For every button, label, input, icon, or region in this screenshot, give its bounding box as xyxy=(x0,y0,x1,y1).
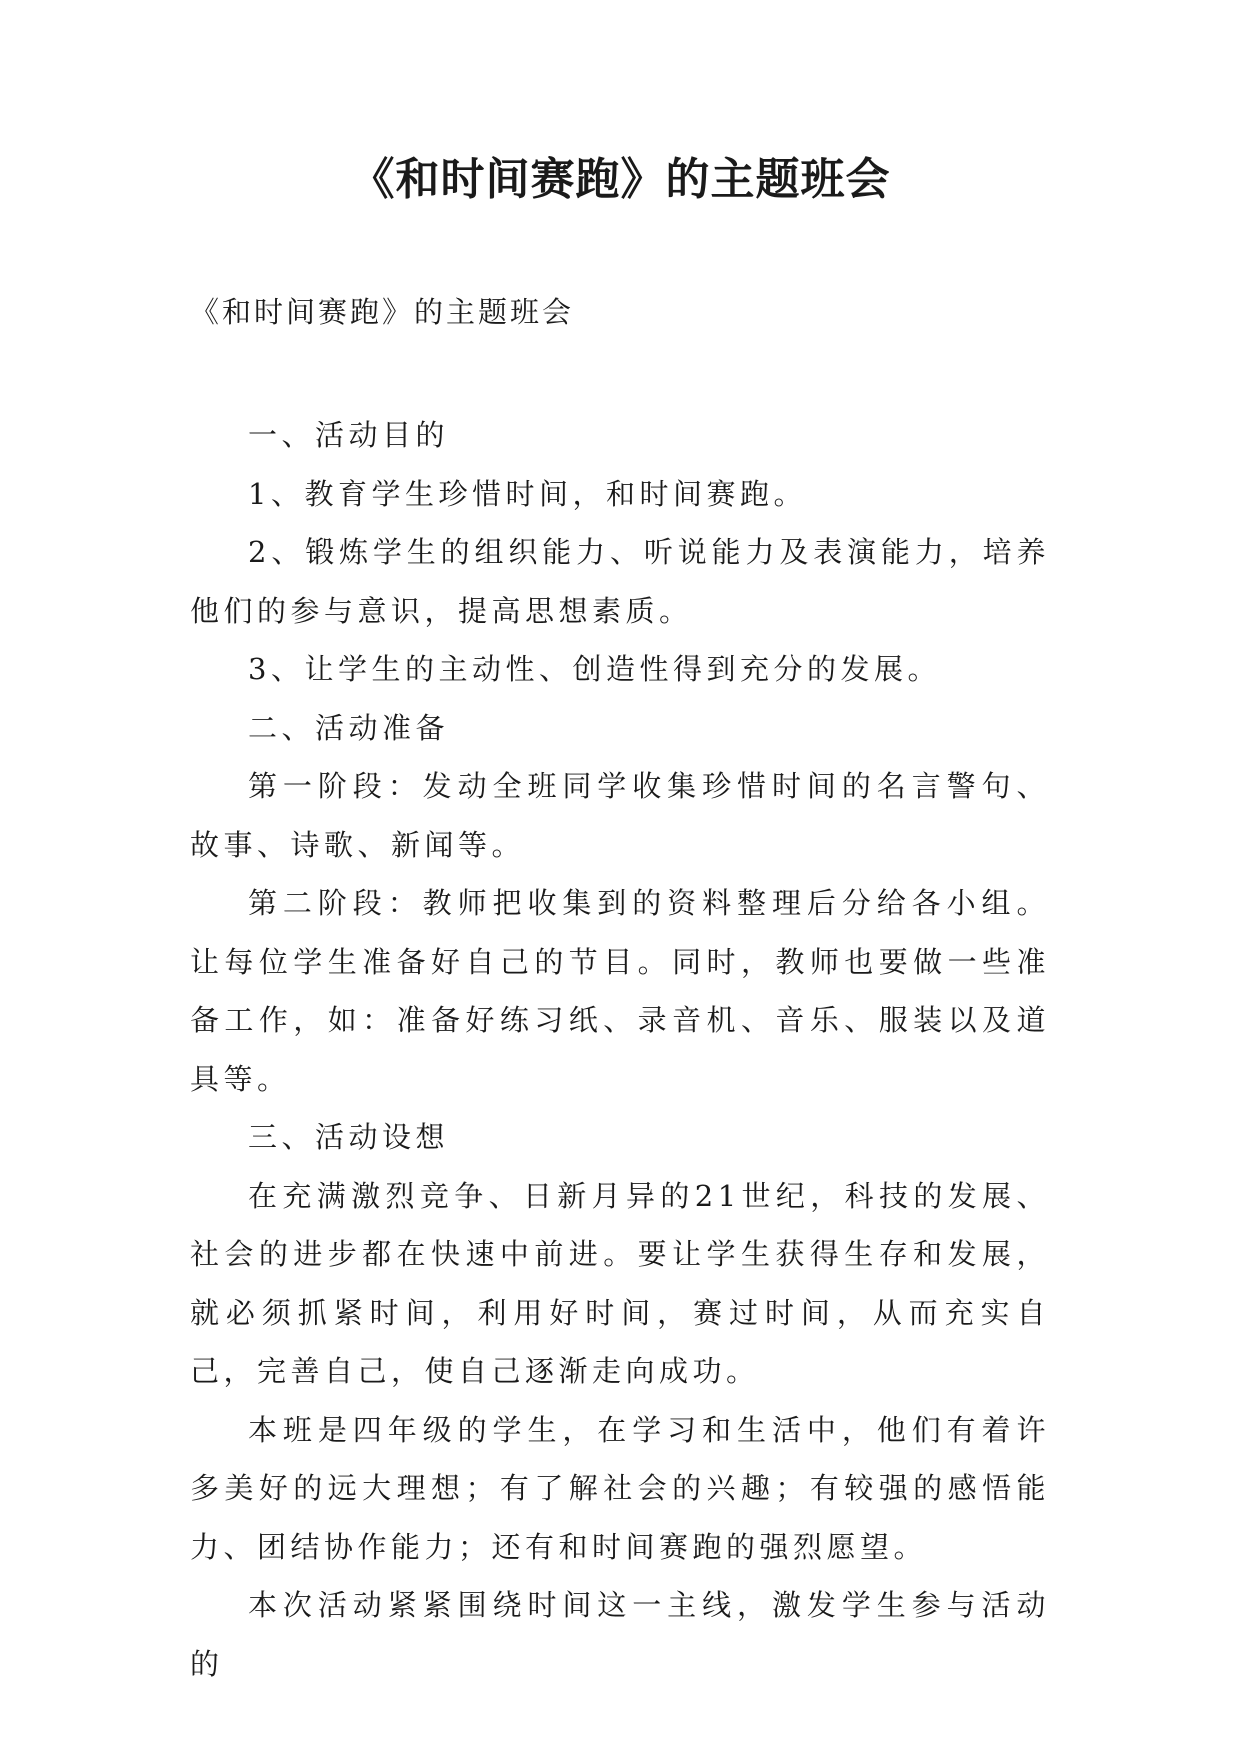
paragraph: 1、教育学生珍惜时间，和时间赛跑。 xyxy=(248,476,807,511)
section-heading-preparation: 二、活动准备 xyxy=(248,710,450,745)
paragraph: 第一阶段：发动全班同学收集珍惜时间的名言警句、故事、诗歌、新闻等。 xyxy=(190,769,1050,862)
document-body xyxy=(190,406,1050,1693)
document-subtitle: 《和时间赛跑》的主题班会 xyxy=(190,295,575,329)
paragraph: 本次活动紧紧围绕时间这一主线，激发学生参与活动的 xyxy=(190,1588,1050,1681)
paragraph: 在充满激烈竞争、日新月异的21世纪，科技的发展、社会的进步都在快速中前进。要让学生获得生存和发展，就必须抓紧时间，利用好时间，赛过时间，从而充实自己，完善自己，使自己逐渐走向成功。 xyxy=(190,1178,1050,1388)
paragraph: 2、锻炼学生的组织能力、听说能力及表演能力，培养他们的参与意识，提高思想素质。 xyxy=(190,535,1050,628)
paragraph: 本班是四年级的学生，在学习和生活中，他们有着许多美好的远大理想；有了解社会的兴趣；有较强的感悟能力、团结协作能力；还有和时间赛跑的强烈愿望。 xyxy=(190,1412,1050,1564)
paragraph: 第二阶段：教师把收集到的资料整理后分给各小组。让每位学生准备好自己的节目。同时，教师也要做一些准备工作，如：准备好练习纸、录音机、音乐、服装以及道具等。 xyxy=(190,886,1050,1096)
document-title: 《和时间赛跑》的主题班会 xyxy=(350,154,891,205)
paragraph: 3、让学生的主动性、创造性得到充分的发展。 xyxy=(248,652,941,686)
section-heading-purpose: 一、活动目的 xyxy=(248,418,450,452)
section-heading-concept: 三、活动设想 xyxy=(248,1120,450,1154)
